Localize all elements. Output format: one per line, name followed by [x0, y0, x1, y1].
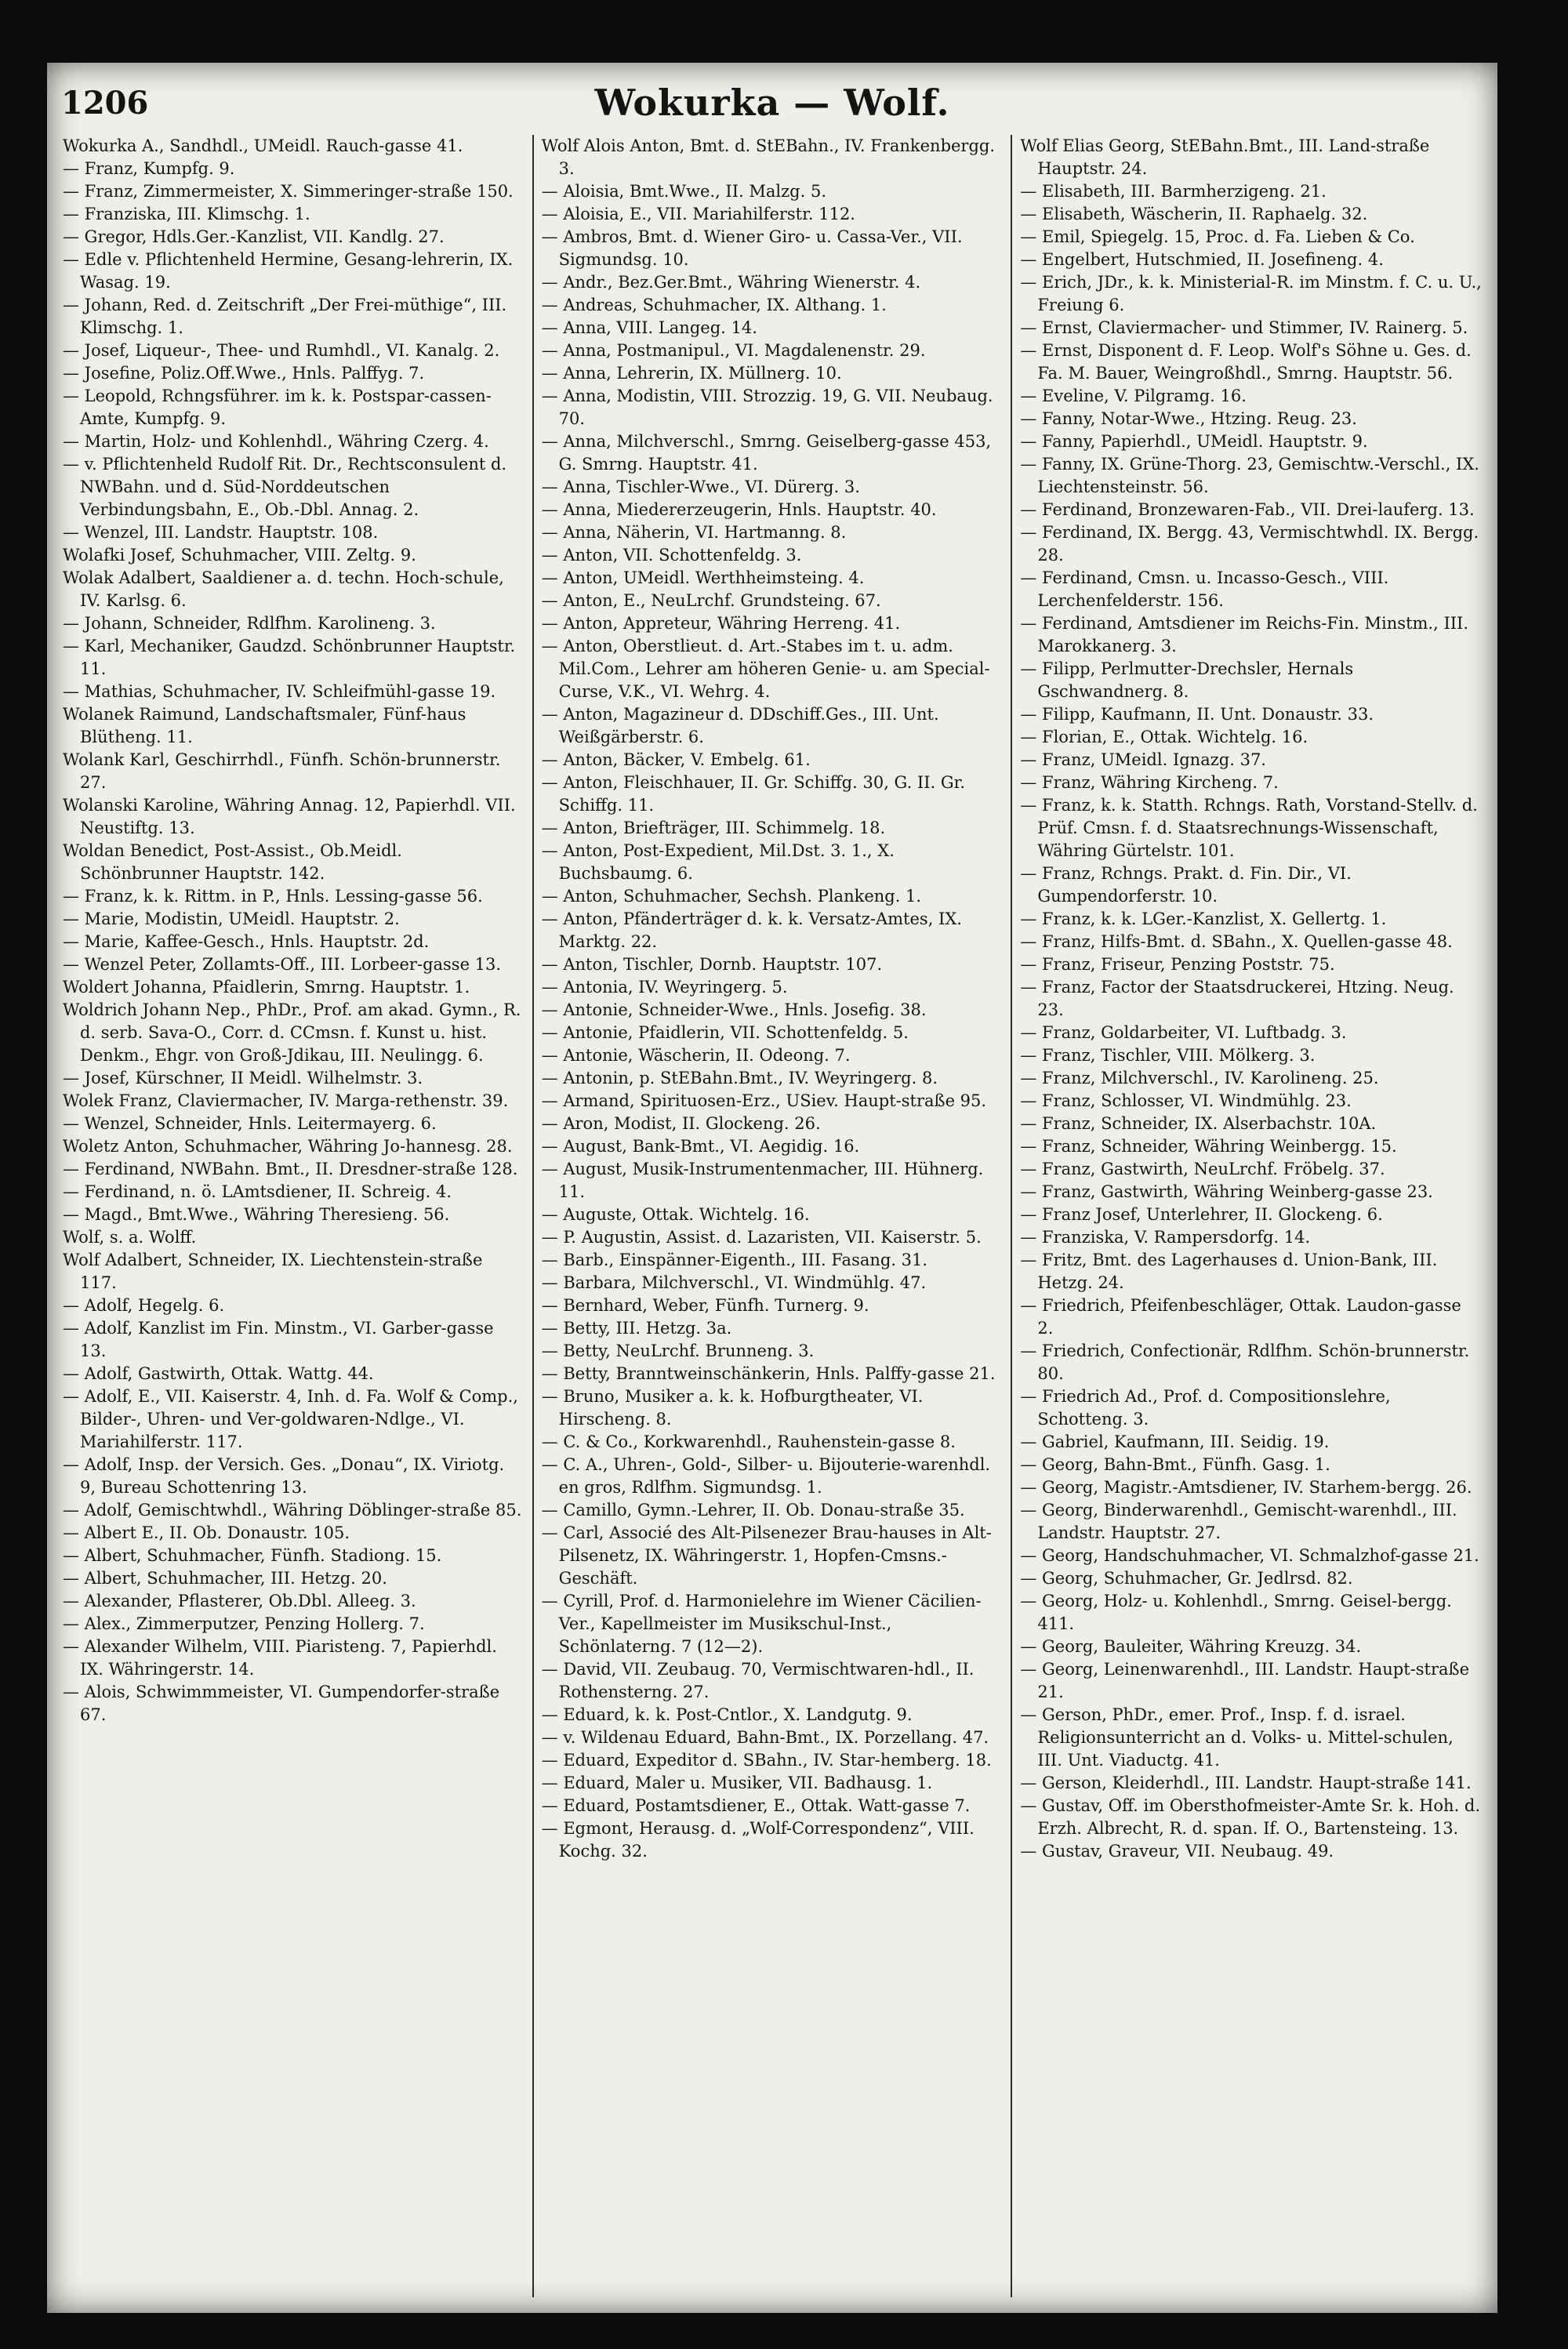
- directory-entry: — Franz, Tischler, VIII. Mölkerg. 3.: [1020, 1046, 1316, 1065]
- directory-entry: — Fanny, Notar-Wwe., Htzing. Reug. 23.: [1020, 409, 1357, 428]
- directory-entry: — Betty, NeuLrchf. Brunneng. 3.: [541, 1342, 815, 1360]
- directory-entry: Wokurka A., Sandhdl., UMeidl. Rauch-gasse 41.: [63, 136, 463, 155]
- directory-entry: — Ferdinand, IX. Bergg. 43, Vermischtwhdl. IX. Bergg. 28.: [1020, 523, 1479, 565]
- directory-entry: — Aron, Modist, II. Glockeng. 26.: [541, 1114, 821, 1133]
- directory-entry: — Bruno, Musiker a. k. k. Hofburgtheater, VI. Hirscheng. 8.: [541, 1387, 924, 1429]
- directory-entry: Wolafki Josef, Schuhmacher, VIII. Zeltg. 9.: [63, 546, 416, 565]
- directory-entry: — Elisabeth, III. Barmherzigeng. 21.: [1020, 182, 1327, 201]
- directory-entry: — Friedrich Ad., Prof. d. Compositionslehre, Schotteng. 3.: [1020, 1387, 1391, 1429]
- directory-entry: — Cyrill, Prof. d. Harmonielehre im Wiener Cäcilien-Ver., Kapellmeister im Musikschul-Inst., Schönlaterng. 7 (12—2).: [541, 1592, 982, 1656]
- directory-entry: — Friedrich, Confectionär, Rdlfhm. Schön-brunnerstr. 80.: [1020, 1342, 1470, 1383]
- directory-entry: Wolanski Karoline, Währing Annag. 12, Papierhdl. VII. Neustiftg. 13.: [63, 796, 516, 837]
- directory-entry: — Franz, Friseur, Penzing Poststr. 75.: [1020, 955, 1335, 974]
- directory-entry: — Gustav, Off. im Obersthofmeister-Amte Sr. k. Hoh. d. Erzh. Albrecht, R. d. span. If. O., Bartensteing. 13.: [1020, 1796, 1481, 1838]
- directory-entry: — Bernhard, Weber, Fünfh. Turnerg. 9.: [541, 1296, 869, 1315]
- directory-entry: — Eduard, Postamtsdiener, E., Ottak. Watt-gasse 7.: [541, 1796, 971, 1815]
- directory-entry: — Anna, Miedererzeugerin, Hnls. Hauptstr. 40.: [541, 500, 937, 519]
- column-2: [532, 135, 1011, 2297]
- column-1: [55, 135, 532, 2297]
- directory-entry: — Eduard, Maler u. Musiker, VII. Badhausg. 1.: [541, 1774, 933, 1792]
- directory-entry: — Gerson, PhDr., emer. Prof., Insp. f. d. israel. Religionsunterricht an d. Volks- u. Mittel-schulen, III. Unt. Viaductg. 41.: [1020, 1705, 1454, 1770]
- directory-entry: — Betty, Branntweinschänkerin, Hnls. Palffy-gasse 21.: [541, 1364, 996, 1383]
- directory-entry: — August, Musik-Instrumentenmacher, III. Hühnerg. 11.: [541, 1160, 984, 1201]
- directory-entry: — Anton, VII. Schottenfeldg. 3.: [541, 546, 802, 565]
- directory-entry: — Wenzel, Schneider, Hnls. Leitermayerg. 6.: [63, 1114, 437, 1133]
- directory-entry: — Anna, Näherin, VI. Hartmanng. 8.: [541, 523, 847, 542]
- directory-entry: — Eduard, Expeditor d. SBahn., IV. Star-hemberg. 18.: [541, 1751, 992, 1770]
- directory-entry: — Josef, Liqueur-, Thee- und Rumhdl., VI. Kanalg. 2.: [63, 341, 500, 360]
- directory-entry: — Anna, Lehrerin, IX. Müllnerg. 10.: [541, 364, 842, 383]
- directory-entry: — Wenzel, III. Landstr. Hauptstr. 108.: [63, 523, 379, 542]
- directory-entry: Wolanek Raimund, Landschaftsmaler, Fünf-haus Blütheng. 11.: [63, 705, 466, 746]
- directory-entry: — Franz, k. k. Rittm. in P., Hnls. Lessing-gasse 56.: [63, 887, 483, 906]
- directory-entry: — Albert, Schuhmacher, III. Hetzg. 20.: [63, 1569, 387, 1588]
- directory-entry: — Ferdinand, Amtsdiener im Reichs-Fin. Minstm., III. Marokkanerg. 3.: [1020, 614, 1469, 655]
- directory-entry: — v. Pflichtenheld Rudolf Rit. Dr., Rechtsconsulent d. NWBahn. und d. Süd-Norddeutschen Verbindungsbahn, E., Ob.-Dbl. Annag. 2.: [63, 455, 507, 519]
- directory-entry: — Georg, Handschuhmacher, VI. Schmalzhof-gasse 21.: [1020, 1546, 1479, 1565]
- page-number: 1206: [61, 85, 149, 122]
- directory-entry: — Betty, III. Hetzg. 3a.: [541, 1319, 732, 1338]
- directory-entry: — Anton, Fleischhauer, II. Gr. Schiffg. 30, G. II. Gr. Schiffg. 11.: [541, 773, 966, 815]
- directory-entry: — Georg, Leinenwarenhdl., III. Landstr. Haupt-straße 21.: [1020, 1660, 1469, 1701]
- directory-entry: — Barbara, Milchverschl., VI. Windmühlg. 47.: [541, 1273, 927, 1292]
- directory-entry: — Karl, Mechaniker, Gaudzd. Schönbrunner Hauptstr. 11.: [63, 637, 516, 678]
- directory-entry: — Ernst, Disponent d. F. Leop. Wolf's Söhne u. Ges. d. Fa. M. Bauer, Weingroßhdl., Smrng. Hauptstr. 56.: [1020, 341, 1472, 383]
- directory-entry: — P. Augustin, Assist. d. Lazaristen, VII. Kaiserstr. 5.: [541, 1228, 982, 1247]
- directory-entry: — Ernst, Claviermacher- und Stimmer, IV. Rainerg. 5.: [1020, 318, 1468, 337]
- directory-entry: — Georg, Holz- u. Kohlenhdl., Smrng. Geisel-bergg. 411.: [1020, 1592, 1452, 1633]
- directory-entry: — Edle v. Pflichtenheld Hermine, Gesang-lehrerin, IX. Wasag. 19.: [63, 250, 514, 292]
- directory-entry: — Antonie, Wäscherin, II. Odeong. 7.: [541, 1046, 851, 1065]
- directory-entry: — Marie, Kaffee-Gesch., Hnls. Hauptstr. 2d.: [63, 932, 430, 951]
- directory-entry: — Josefine, Poliz.Off.Wwe., Hnls. Palffyg. 7.: [63, 364, 425, 383]
- directory-entry: — Franz, Währing Kircheng. 7.: [1020, 773, 1279, 792]
- directory-entry: — Emil, Spiegelg. 15, Proc. d. Fa. Lieben & Co.: [1020, 227, 1415, 246]
- directory-entry: — Alexander, Pflasterer, Ob.Dbl. Alleeg. 3.: [63, 1592, 416, 1610]
- directory-entry: — C. A., Uhren-, Gold-, Silber- u. Bijouterie-warenhdl. en gros, Rdlfhm. Sigmundsg. 1.: [541, 1455, 991, 1497]
- directory-entry: — Adolf, Gemischtwhdl., Währing Döblinger-straße 85.: [63, 1501, 522, 1519]
- directory-entry: — Adolf, Kanzlist im Fin. Minstm., VI. Garber-gasse 13.: [63, 1319, 494, 1360]
- directory-entry: — Fanny, Papierhdl., UMeidl. Hauptstr. 9.: [1020, 432, 1368, 451]
- directory-entry: — Anton, Schuhmacher, Sechsh. Plankeng. 1.: [541, 887, 922, 906]
- directory-entry: — Anna, Postmanipul., VI. Magdalenenstr. 29.: [541, 341, 926, 360]
- directory-entry: — Josef, Kürschner, II Meidl. Wilhelmstr. 3.: [63, 1069, 423, 1087]
- page-header: [47, 71, 1497, 133]
- directory-entry: — Franz, Hilfs-Bmt. d. SBahn., X. Quellen-gasse 48.: [1020, 932, 1453, 951]
- directory-entry: — Gustav, Graveur, VII. Neubaug. 49.: [1020, 1842, 1334, 1861]
- directory-entry: — Franz, Kumpfg. 9.: [63, 159, 235, 178]
- directory-entry: — Anton, Bäcker, V. Embelg. 61.: [541, 750, 811, 769]
- directory-entry: — Johann, Red. d. Zeitschrift „Der Frei-müthige“, III. Klimschg. 1.: [63, 296, 507, 337]
- directory-entry: — Anton, Tischler, Dornb. Hauptstr. 107.: [541, 955, 883, 974]
- directory-entry: — Ferdinand, Bronzewaren-Fab., VII. Drei-lauferg. 13.: [1020, 500, 1475, 519]
- directory-entry: — Elisabeth, Wäscherin, II. Raphaelg. 32.: [1020, 205, 1368, 223]
- directory-entry: — Anton, UMeidl. Werthheimsteing. 4.: [541, 568, 865, 587]
- directory-entry: — Franz, Schneider, Währing Weinbergg. 15.: [1020, 1137, 1397, 1156]
- directory-entry: — Camillo, Gymn.-Lehrer, II. Ob. Donau-straße 35.: [541, 1501, 965, 1519]
- directory-entry: — Adolf, Hegelg. 6.: [63, 1296, 225, 1315]
- directory-entry: — Anton, Magazineur d. DDschiff.Ges., III. Unt. Weißgärberstr. 6.: [541, 705, 939, 746]
- directory-entry: — Georg, Bahn-Bmt., Fünfh. Gasg. 1.: [1020, 1455, 1330, 1474]
- directory-entry: — Antonin, p. StEBahn.Bmt., IV. Weyringerg. 8.: [541, 1069, 938, 1087]
- directory-entry: — Franz, Schneider, IX. Alserbachstr. 10A.: [1020, 1114, 1377, 1133]
- directory-entry: — Franziska, III. Klimschg. 1.: [63, 205, 310, 223]
- directory-entry: — Adolf, E., VII. Kaiserstr. 4, Inh. d. Fa. Wolf & Comp., Bilder-, Uhren- und Ver-goldwaren-Ndlge., VI. Mariahilferstr. 117.: [63, 1387, 518, 1451]
- directory-entry: Wolf Adalbert, Schneider, IX. Liechtenstein-straße 117.: [63, 1251, 483, 1292]
- directory-entry: — Franz, Schlosser, VI. Windmühlg. 23.: [1020, 1091, 1352, 1110]
- directory-entry: — Wenzel Peter, Zollamts-Off., III. Lorbeer-gasse 13.: [63, 955, 502, 974]
- directory-entry: — Anton, Briefträger, III. Schimmelg. 18.: [541, 819, 886, 837]
- directory-entry: Wolak Adalbert, Saaldiener a. d. techn. Hoch-schule, IV. Karlsg. 6.: [63, 568, 504, 610]
- directory-entry: — Antonie, Pfaidlerin, VII. Schottenfeldg. 5.: [541, 1023, 909, 1042]
- directory-entry: — Egmont, Herausg. d. „Wolf-Correspondenz“, VIII. Kochg. 32.: [541, 1819, 975, 1861]
- directory-entry: — Magd., Bmt.Wwe., Währing Theresieng. 56.: [63, 1205, 450, 1224]
- directory-entry: Woldrich Johann Nep., PhDr., Prof. am akad. Gymn., R. d. serb. Sava-O., Corr. d. CCmsn. f. Kunst u. hist. Denkm., Ehgr. von Groß-Jdikau, III. Neulingg. 6.: [63, 1000, 521, 1065]
- directory-entry: — Franz, Rchngs. Prakt. d. Fin. Dir., VI. Gumpendorferstr. 10.: [1020, 864, 1352, 906]
- directory-entry: Wolank Karl, Geschirrhdl., Fünfh. Schön-brunnerstr. 27.: [63, 750, 501, 792]
- directory-entry: — Engelbert, Hutschmied, II. Josefineng. 4.: [1020, 250, 1384, 269]
- directory-entry: — Anton, Appreteur, Währing Herreng. 41.: [541, 614, 901, 633]
- directory-entry: — Anna, Milchverschl., Smrng. Geiselberg-gasse 453, G. Smrng. Hauptstr. 41.: [541, 432, 992, 474]
- directory-entry: Wolf, s. a. Wolff.: [63, 1228, 197, 1247]
- entry-columns: [55, 135, 1490, 2297]
- directory-entry: Woletz Anton, Schuhmacher, Währing Jo-hannesg. 28.: [63, 1137, 513, 1156]
- directory-entry: — Andr., Bez.Ger.Bmt., Währing Wienerstr. 4.: [541, 273, 921, 292]
- directory-entry: — Barb., Einspänner-Eigenth., III. Fasang. 31.: [541, 1251, 928, 1269]
- directory-entry: — v. Wildenau Eduard, Bahn-Bmt., IX. Porzellang. 47.: [541, 1728, 989, 1747]
- directory-entry: — Adolf, Gastwirth, Ottak. Wattg. 44.: [63, 1364, 374, 1383]
- directory-entry: — Leopold, Rchngsführer. im k. k. Postspar-cassen-Amte, Kumpfg. 9.: [63, 387, 492, 428]
- directory-entry: — Georg, Binderwarenhdl., Gemischt-warenhdl., III. Landstr. Hauptstr. 27.: [1020, 1501, 1457, 1542]
- directory-entry: — Ferdinand, n. ö. LAmtsdiener, II. Schreig. 4.: [63, 1182, 452, 1201]
- directory-entry: — Anton, E., NeuLrchf. Grundsteing. 67.: [541, 591, 881, 610]
- directory-entry: — Anton, Post-Expedient, Mil.Dst. 3. 1., X. Buchsbaumg. 6.: [541, 841, 895, 883]
- directory-entry: — Fanny, IX. Grüne-Thorg. 23, Gemischtw.-Verschl., IX. Liechtensteinstr. 56.: [1020, 455, 1479, 496]
- directory-entry: — Franziska, V. Rampersdorfg. 14.: [1020, 1228, 1311, 1247]
- directory-entry: — Franz, Factor der Staatsdruckerei, Htzing. Neug. 23.: [1020, 978, 1454, 1019]
- directory-entry: — Franz, Goldarbeiter, VI. Luftbadg. 3.: [1020, 1023, 1347, 1042]
- directory-entry: — Friedrich, Pfeifenbeschläger, Ottak. Laudon-gasse 2.: [1020, 1296, 1461, 1338]
- directory-entry: — Franz, k. k. Statth. Rchngs. Rath, Vorstand-Stellv. d. Prüf. Cmsn. f. d. Staatsrechnungs-Wissenschaft, Währing Gürtelstr. 101.: [1020, 796, 1478, 860]
- directory-entry: — Anton, Oberstlieut. d. Art.-Stabes im t. u. adm. Mil.Com., Lehrer am höheren Genie- u. am Special-Curse, V.K., VI. Wehrg. 4.: [541, 637, 990, 701]
- directory-entry: — Gregor, Hdls.Ger.-Kanzlist, VII. Kandlg. 27.: [63, 227, 445, 246]
- directory-entry: — Alois, Schwimmmeister, VI. Gumpendorfer-straße 67.: [63, 1683, 500, 1724]
- directory-entry: — Franz, k. k. LGer.-Kanzlist, X. Gellertg. 1.: [1020, 909, 1387, 928]
- directory-entry: — Franz Josef, Unterlehrer, II. Glockeng. 6.: [1020, 1205, 1383, 1224]
- directory-entry: — Alex., Zimmerputzer, Penzing Hollerg. 7.: [63, 1614, 425, 1633]
- directory-entry: — Florian, E., Ottak. Wichtelg. 16.: [1020, 728, 1308, 746]
- running-head: Wokurka — Wolf.: [594, 82, 950, 124]
- directory-entry: — Antonie, Schneider-Wwe., Hnls. Josefig. 38.: [541, 1000, 927, 1019]
- directory-entry: — Franz, Milchverschl., IV. Karolineng. 25.: [1020, 1069, 1379, 1087]
- directory-entry: — Carl, Associé des Alt-Pilsenezer Brau-hauses in Alt-Pilsenetz, IX. Währingerstr. 1, Hopfen-Cmsns.-Geschäft.: [541, 1523, 992, 1588]
- directory-entry: — David, VII. Zeubaug. 70, Vermischtwaren-hdl., II. Rothensterng. 27.: [541, 1660, 975, 1701]
- directory-entry: Wolf Elias Georg, StEBahn.Bmt., III. Land-straße Hauptstr. 24.: [1020, 136, 1430, 178]
- directory-entry: — Adolf, Insp. der Versich. Ges. „Donau“, IX. Viriotg. 9, Bureau Schottenring 13.: [63, 1455, 505, 1497]
- directory-entry: — Antonia, IV. Weyringerg. 5.: [541, 978, 788, 997]
- directory-entry: — Fritz, Bmt. des Lagerhauses d. Union-Bank, III. Hetzg. 24.: [1020, 1251, 1438, 1292]
- directory-entry: — Anna, Tischler-Wwe., VI. Dürerg. 3.: [541, 477, 860, 496]
- directory-entry: — Franz, UMeidl. Ignazg. 37.: [1020, 750, 1266, 769]
- directory-entry: Woldan Benedict, Post-Assist., Ob.Meidl. Schönbrunner Hauptstr. 142.: [63, 841, 402, 883]
- directory-entry: — Ambros, Bmt. d. Wiener Giro- u. Cassa-Ver., VII. Sigmundsg. 10.: [541, 227, 963, 269]
- directory-entry: Woldert Johanna, Pfaidlerin, Smrng. Hauptstr. 1.: [63, 978, 470, 997]
- directory-entry: — Eveline, V. Pilgramg. 16.: [1020, 387, 1247, 405]
- directory-entry: — Anna, VIII. Langeg. 14.: [541, 318, 757, 337]
- directory-entry: — Auguste, Ottak. Wichtelg. 16.: [541, 1205, 810, 1224]
- directory-entry: — C. & Co., Korkwarenhdl., Rauhenstein-gasse 8.: [541, 1432, 956, 1451]
- directory-entry: — Marie, Modistin, UMeidl. Hauptstr. 2.: [63, 909, 400, 928]
- directory-entry: — Armand, Spirituosen-Erz., USiev. Haupt-straße 95.: [541, 1091, 987, 1110]
- directory-entry: — Gabriel, Kaufmann, III. Seidig. 19.: [1020, 1432, 1330, 1451]
- directory-entry: — Georg, Magistr.-Amtsdiener, IV. Starhem-bergg. 26.: [1020, 1478, 1472, 1497]
- directory-entry: — August, Bank-Bmt., VI. Aegidig. 16.: [541, 1137, 860, 1156]
- directory-entry: — Ferdinand, Cmsn. u. Incasso-Gesch., VIII. Lerchenfelderstr. 156.: [1020, 568, 1389, 610]
- directory-page: [47, 63, 1497, 2313]
- directory-entry: — Eduard, k. k. Post-Cntlor., X. Landgutg. 9.: [541, 1705, 913, 1724]
- directory-entry: — Johann, Schneider, Rdlfhm. Karolineng. 3.: [63, 614, 436, 633]
- directory-entry: — Franz, Zimmermeister, X. Simmeringer-straße 150.: [63, 182, 514, 201]
- directory-entry: — Erich, JDr., k. k. Ministerial-R. im Minstm. f. C. u. U., Freiung 6.: [1020, 273, 1482, 314]
- directory-entry: Wolf Alois Anton, Bmt. d. StEBahn., IV. Frankenbergg. 3.: [541, 136, 996, 178]
- directory-entry: — Anton, Pfänderträger d. k. k. Versatz-Amtes, IX. Marktg. 22.: [541, 909, 962, 951]
- directory-entry: — Franz, Gastwirth, Währing Weinberg-gasse 23.: [1020, 1182, 1433, 1201]
- directory-entry: — Georg, Schuhmacher, Gr. Jedlrsd. 82.: [1020, 1569, 1353, 1588]
- directory-entry: — Ferdinand, NWBahn. Bmt., II. Dresdner-straße 128.: [63, 1160, 518, 1178]
- directory-entry: — Albert, Schuhmacher, Fünfh. Stadiong. 15.: [63, 1546, 442, 1565]
- directory-entry: — Filipp, Perlmutter-Drechsler, Hernals Gschwandnerg. 8.: [1020, 659, 1354, 701]
- directory-entry: — Georg, Bauleiter, Währing Kreuzg. 34.: [1020, 1637, 1362, 1656]
- directory-entry: — Albert E., II. Ob. Donaustr. 105.: [63, 1523, 350, 1542]
- directory-entry: — Martin, Holz- und Kohlenhdl., Währing Czerg. 4.: [63, 432, 489, 451]
- directory-entry: Wolek Franz, Claviermacher, IV. Marga-rethenstr. 39.: [63, 1091, 509, 1110]
- directory-entry: — Aloisia, E., VII. Mariahilferstr. 112.: [541, 205, 855, 223]
- column-3: [1011, 135, 1490, 2297]
- directory-entry: — Aloisia, Bmt.Wwe., II. Malzg. 5.: [541, 182, 826, 201]
- directory-entry: — Alexander Wilhelm, VIII. Piaristeng. 7, Papierhdl. IX. Währingerstr. 14.: [63, 1637, 497, 1679]
- directory-entry: — Anna, Modistin, VIII. Strozzig. 19, G. VII. Neubaug. 70.: [541, 387, 993, 428]
- directory-entry: — Filipp, Kaufmann, II. Unt. Donaustr. 33.: [1020, 705, 1374, 724]
- directory-entry: — Andreas, Schuhmacher, IX. Althang. 1.: [541, 296, 887, 314]
- directory-entry: — Gerson, Kleiderhdl., III. Landstr. Haupt-straße 141.: [1020, 1774, 1472, 1792]
- directory-entry: — Franz, Gastwirth, NeuLrchf. Fröbelg. 37.: [1020, 1160, 1385, 1178]
- directory-entry: — Mathias, Schuhmacher, IV. Schleifmühl-gasse 19.: [63, 682, 496, 701]
